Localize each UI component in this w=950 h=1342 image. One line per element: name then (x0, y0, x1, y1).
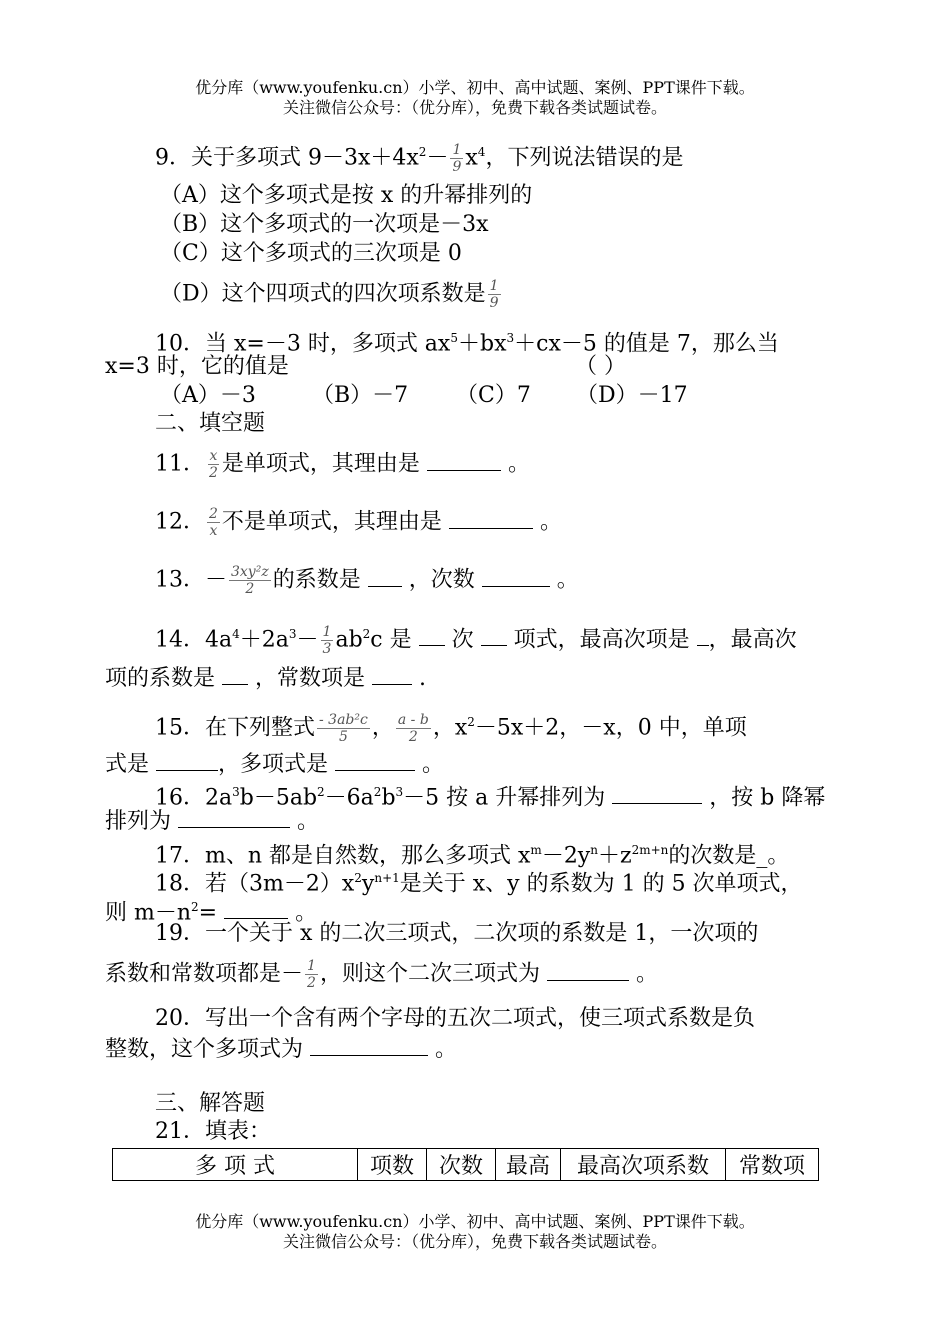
question-13: 13．－ $\frac{\text{3xy²z}}{2}$ 的系数是 ，次数 。 (155, 564, 579, 597)
answer-blank[interactable] (547, 960, 629, 981)
header-line-2: 关注微信公众号：（优分库），免费下载各类试题试卷。 (282, 98, 667, 117)
fraction: $\frac{1}{3}$ (322, 623, 332, 657)
answer-blank[interactable] (222, 664, 248, 685)
fraction: $\frac{1}{2}$ (307, 958, 316, 991)
fraction: $\frac{x}{2}$ (209, 448, 218, 481)
fraction: $\frac{1}{9}$ (489, 278, 499, 311)
table-header-cell: 次数 (427, 1149, 496, 1181)
section-3-title: 三、解答题 (155, 1091, 266, 1116)
answer-blank[interactable] (310, 1035, 428, 1056)
question-14-line-2: 项的系数是 ，常数项是 . (105, 666, 427, 691)
answer-blank[interactable] (481, 625, 507, 646)
fraction: $\frac{2}{x}$ (209, 506, 218, 539)
answer-blank[interactable] (178, 807, 290, 828)
question-20-line-2: 整数，这个多项式为 。 (105, 1037, 458, 1062)
question-20: 20．写出一个含有两个字母的五次二项式，使三项式系数是负 (155, 1006, 755, 1031)
header-line-1: 优分库（www.youfenku.cn）小学、初中、高中试题、案例、PPT课件下载。 (195, 78, 755, 97)
fill-table (112, 1148, 819, 1181)
question-12: 12． $\frac{2}{x}$ 不是单项式，其理由是 。 (155, 506, 562, 539)
question-15-line-2: 式是 ，多项式是 。 (105, 752, 445, 777)
question-15: 15．在下列整式 $\frac{\text{- 3ab²c}}{5}$ ， $\frac{a - b}{2}$ ，$x^2-5x+2$，－x，0 中，单项 (155, 711, 747, 745)
table-header-cell: 项数 (358, 1149, 427, 1181)
answer-blank[interactable] (156, 750, 218, 771)
fraction: $\frac{1}{9}$ (452, 141, 462, 175)
answer-blank[interactable] (697, 625, 709, 646)
answer-blank[interactable] (419, 625, 445, 646)
answer-blank[interactable] (224, 898, 288, 919)
question-18-line-2: 则 $m-n^2=$ 。 (105, 900, 318, 926)
q9-option-b: （B）这个多项式的一次项是－3x (160, 212, 489, 237)
footer-line-2: 关注微信公众号：（优分库），免费下载各类试题试卷。 (282, 1232, 667, 1251)
answer-paren: （ ） (575, 354, 626, 379)
question-18: 18．若$(3m-2)x^2y^{n+1}$是关于 x、y 的系数为 1 的 5 次单项式， (155, 871, 803, 897)
answer-blank[interactable] (482, 566, 550, 587)
q9-option-d: （D）这个四项式的四次项系数是 $\frac{1}{9}$ (160, 278, 499, 311)
question-9: 9．关于多项式 $9-3x+4x^2-$ $\frac{1}{9}$ $x^4$，下列说法错误的是 (155, 141, 684, 175)
question-16: 16．$2a^3b-5ab^2-6a^2b^3-5$ 按 a 升幂排列为 ，按 b 降幂 (155, 785, 826, 811)
question-16-line-2: 排列为 。 (105, 809, 320, 834)
fraction: $\frac{\text{- 3ab²c}}{5}$ (319, 711, 368, 745)
question-14: 14．$4a^4+2a^3-$ $\frac{1}{3}$ $ab^2c$ 是 次 项式，最高次项是 ，最高次 (155, 623, 797, 657)
section-2-title: 二、填空题 (155, 411, 266, 436)
question-19-line-2: 系数和常数项都是－ $\frac{1}{2}$ ，则这个二次三项式为 。 (105, 958, 658, 991)
answer-blank[interactable] (612, 783, 702, 804)
answer-blank[interactable] (335, 750, 415, 771)
q9-option-a: （A）这个多项式是按 x 的升幂排列的 (160, 183, 533, 208)
table-header-cell: 最高 (496, 1149, 561, 1181)
table-header-cell: 多 项 式 (113, 1149, 358, 1181)
question-21-title: 21．填表： (155, 1119, 271, 1144)
answer-blank[interactable] (427, 450, 501, 471)
fraction: $\frac{\text{3xy²z}}{2}$ (231, 564, 269, 597)
footer-line-1: 优分库（www.youfenku.cn）小学、初中、高中试题、案例、PPT课件下载。 (195, 1212, 755, 1231)
question-17: 17．m、n 都是自然数，那么多项式 $x^m-2y^n+z^{2m+n}$的次数是_。 (155, 843, 790, 869)
question-19: 19．一个关于 x 的二次三项式，二次项的系数是 1，一次项的 (155, 921, 759, 946)
table-header-row (113, 1149, 819, 1181)
question-11: 11． $\frac{x}{2}$ 是单项式，其理由是 。 (155, 448, 530, 481)
q9-option-c: （C）这个多项式的三次项是 0 (160, 241, 462, 266)
table-header-cell: 常数项 (726, 1149, 819, 1181)
question-10: 10．当 x=－3 时，多项式 $ax^5+bx^3+cx-5$ 的值是 7，那么当 (155, 331, 779, 357)
answer-blank[interactable] (368, 566, 402, 587)
question-10-line-2: x=3 时，它的值是 （ ） (105, 354, 626, 379)
answer-blank[interactable] (372, 664, 412, 685)
fraction: $\frac{a - b}{2}$ (397, 711, 429, 745)
answer-blank[interactable] (449, 508, 533, 529)
table-header-cell: 最高次项系数 (561, 1149, 726, 1181)
